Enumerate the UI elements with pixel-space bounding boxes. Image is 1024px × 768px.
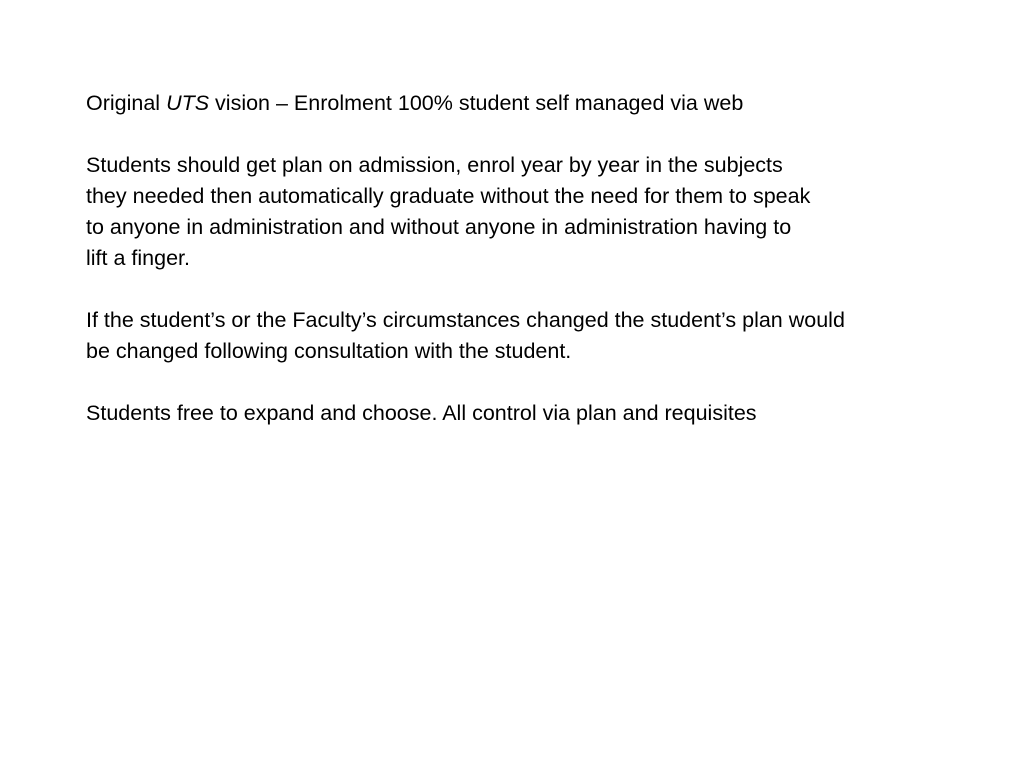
slide-body — [86, 88, 1006, 460]
changes-line: be changed following consultation with the student. — [86, 339, 572, 363]
vision-paragraph — [86, 88, 1006, 119]
vision-suffix: vision – Enrolment 100% student self managed via web — [209, 91, 744, 115]
changes-line: If the student’s or the Faculty’s circumstances changed the student’s plan would — [86, 308, 845, 332]
control-text: Students free to expand and choose. All control via plan and requisites — [86, 401, 757, 425]
plan-line: to anyone in administration and without anyone in administration having to — [86, 215, 792, 239]
plan-line: they needed then automatically graduate without the need for them to speak — [86, 184, 811, 208]
plan-paragraph — [86, 150, 1006, 274]
uts-emphasis: UTS — [166, 91, 210, 115]
control-paragraph — [86, 398, 1006, 429]
plan-line: Students should get plan on admission, enrol year by year in the subjects — [86, 153, 783, 177]
changes-paragraph — [86, 305, 1006, 367]
plan-line: lift a finger. — [86, 246, 190, 270]
vision-prefix: Original — [86, 91, 167, 115]
